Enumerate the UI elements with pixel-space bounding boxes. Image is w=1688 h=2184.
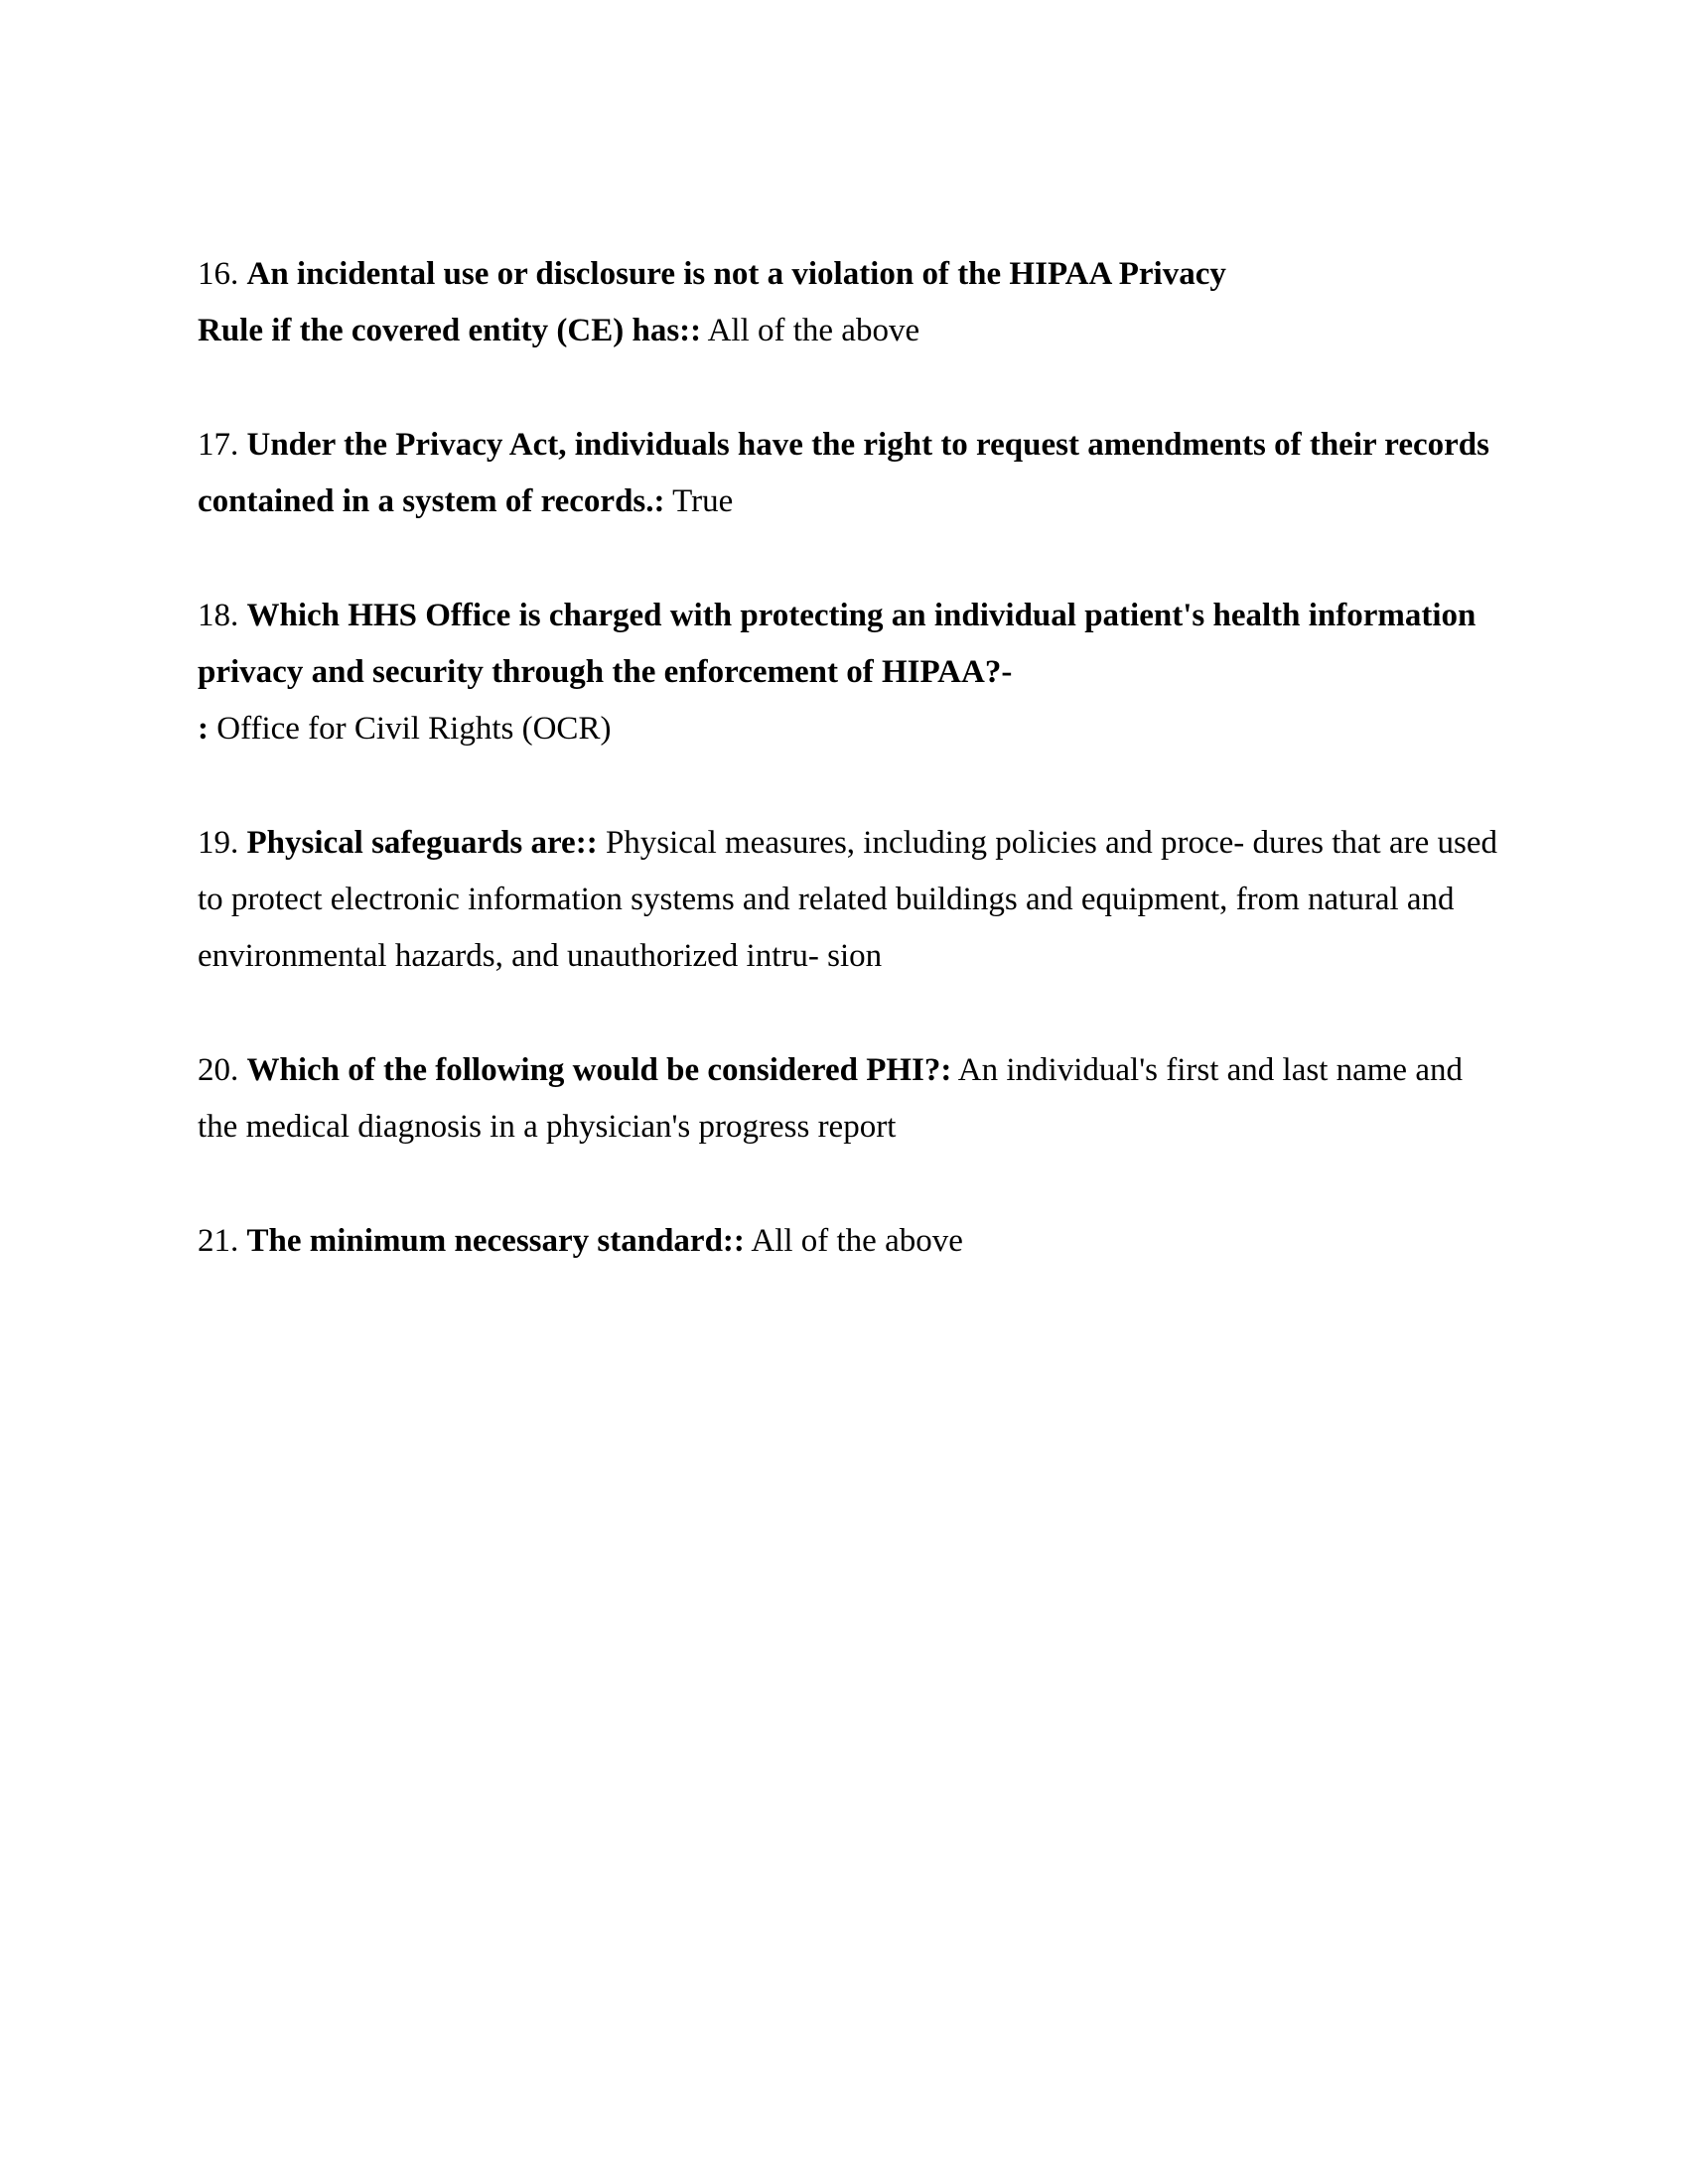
question-16	[198, 246, 1498, 359]
question-text-continued: :	[198, 711, 209, 747]
answer-text: All of the above	[707, 313, 920, 348]
question-20	[198, 1042, 1498, 1156]
question-number: 20.	[198, 1052, 239, 1088]
answer-text: True	[672, 483, 734, 519]
answer-text: Physical measures, including policies and proce- dures that are used to protect electronic information systems and related buildings and equipment, from natural and environmental hazards, and unauthorized intru- sion	[198, 825, 1497, 974]
question-text: Under the Privacy Act, individuals have the right to request amendments of their records contained in a system of records.:	[198, 427, 1489, 519]
question-number: 19.	[198, 825, 239, 861]
question-text: The minimum necessary standard::	[246, 1223, 745, 1259]
question-number: 18.	[198, 598, 239, 633]
question-text: An incidental use or disclosure is not a violation of the HIPAA Privacy	[246, 256, 1226, 292]
answer-text: Office for Civil Rights (OCR)	[216, 711, 612, 747]
question-17	[198, 417, 1498, 530]
question-19	[198, 815, 1498, 985]
question-18	[198, 588, 1498, 757]
question-text: Which HHS Office is charged with protecting an individual patient's health information privacy and security through the enforcement of HIPAA?-	[198, 598, 1477, 690]
question-text: Physical safeguards are::	[246, 825, 598, 861]
answer-text: An individual's first and last name and the medical diagnosis in a physician's progress report	[198, 1052, 1463, 1145]
question-text-continued: Rule if the covered entity (CE) has::	[198, 313, 702, 348]
question-text: Which of the following would be considered PHI?:	[246, 1052, 952, 1088]
question-21	[198, 1213, 1498, 1270]
answer-text: All of the above	[751, 1223, 963, 1259]
question-number: 16.	[198, 256, 239, 292]
question-number: 17.	[198, 427, 239, 463]
question-number: 21.	[198, 1223, 239, 1259]
